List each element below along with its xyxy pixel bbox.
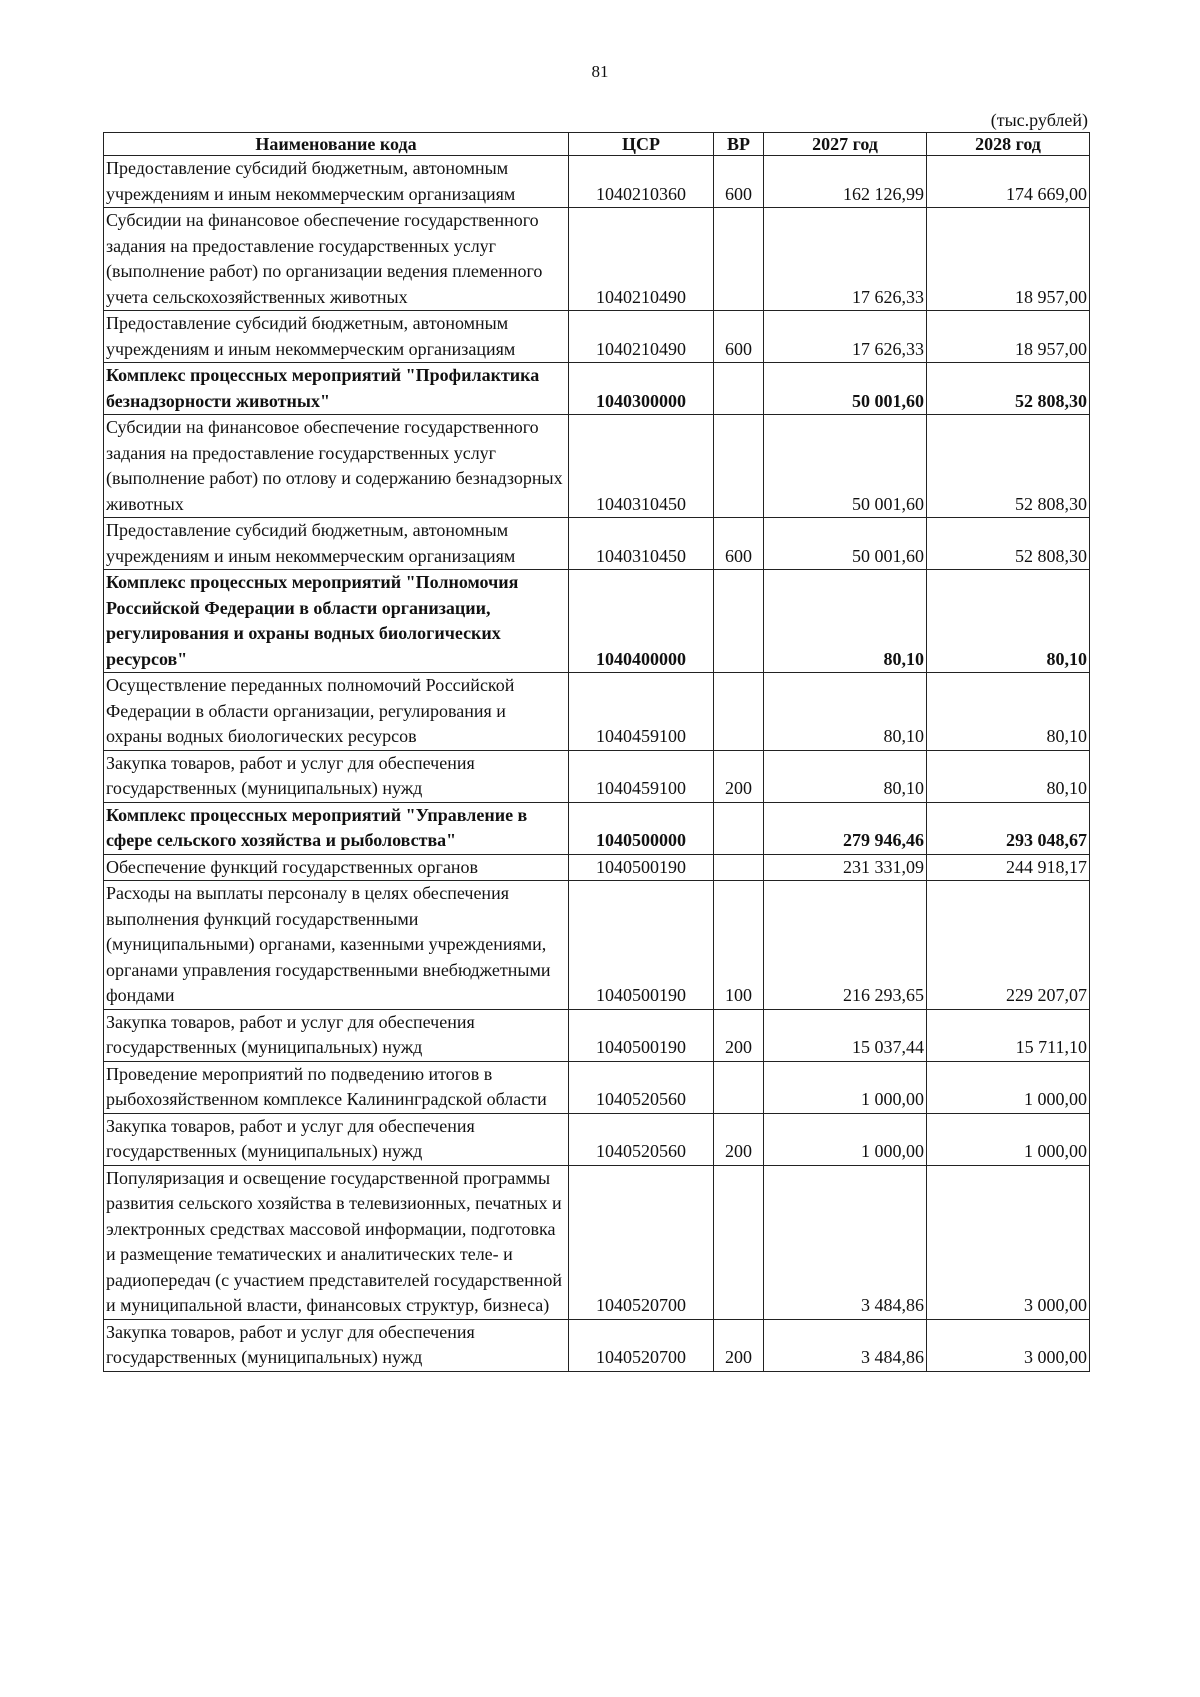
row-name-cell: Осуществление переданных полномочий Российской Федерации в области организации, регулирования и охраны водных биологических ресурсов — [104, 673, 569, 751]
table-row — [104, 415, 1090, 518]
row-csr-cell: 1040210360 — [569, 156, 714, 208]
table-row — [104, 1009, 1090, 1061]
row-csr-cell: 1040400000 — [569, 570, 714, 673]
table-row — [104, 518, 1090, 570]
table-row — [104, 156, 1090, 208]
table-row — [104, 1113, 1090, 1165]
row-2028-cell: 15 711,10 — [927, 1009, 1090, 1061]
row-vr-cell — [714, 1061, 764, 1113]
row-vr-cell — [714, 802, 764, 854]
row-vr-cell: 600 — [714, 311, 764, 363]
row-2028-cell: 174 669,00 — [927, 156, 1090, 208]
row-2028-cell: 1 000,00 — [927, 1061, 1090, 1113]
table-header-row — [104, 133, 1090, 156]
row-vr-cell: 600 — [714, 518, 764, 570]
units-label: (тыс.рублей) — [990, 110, 1088, 130]
row-vr-cell: 200 — [714, 1009, 764, 1061]
row-2028-cell: 229 207,07 — [927, 881, 1090, 1010]
row-csr-cell: 1040210490 — [569, 208, 714, 311]
table-row — [104, 673, 1090, 751]
row-2027-cell: 162 126,99 — [764, 156, 927, 208]
row-csr-cell: 1040500190 — [569, 854, 714, 881]
header-2027: 2027 год — [764, 133, 927, 156]
row-name-cell: Комплекс процессных мероприятий "Управление в сфере сельского хозяйства и рыболовства" — [104, 802, 569, 854]
header-csr: ЦСР — [569, 133, 714, 156]
row-2027-cell: 3 484,86 — [764, 1165, 927, 1319]
row-vr-cell: 100 — [714, 881, 764, 1010]
row-csr-cell: 1040500190 — [569, 1009, 714, 1061]
header-vr: ВР — [714, 133, 764, 156]
table-row — [104, 750, 1090, 802]
row-name-cell: Популяризация и освещение государственной программы развития сельского хозяйства в телевизионных, печатных и электронных средствах массовой информации, подготовка и размещение тематических и аналитических теле- и радиопередач (с участием представителей государственной и муниципальной власти, финансовых структур, бизнеса) — [104, 1165, 569, 1319]
row-2027-cell: 1 000,00 — [764, 1061, 927, 1113]
row-csr-cell: 1040310450 — [569, 518, 714, 570]
row-name-cell: Закупка товаров, работ и услуг для обеспечения государственных (муниципальных) нужд — [104, 1113, 569, 1165]
row-vr-cell: 200 — [714, 1113, 764, 1165]
row-vr-cell — [714, 415, 764, 518]
table-row — [104, 881, 1090, 1010]
row-csr-cell: 1040210490 — [569, 311, 714, 363]
table-row — [104, 1061, 1090, 1113]
table-row — [104, 311, 1090, 363]
row-2028-cell: 3 000,00 — [927, 1319, 1090, 1371]
row-2028-cell: 3 000,00 — [927, 1165, 1090, 1319]
row-vr-cell — [714, 208, 764, 311]
row-name-cell: Расходы на выплаты персоналу в целях обеспечения выполнения функций государственными (муниципальными) органами, казенными учреждениями, органами управления государственными внебюджетными фондами — [104, 881, 569, 1010]
row-2027-cell: 80,10 — [764, 673, 927, 751]
row-vr-cell — [714, 570, 764, 673]
row-2027-cell: 50 001,60 — [764, 518, 927, 570]
row-name-cell: Закупка товаров, работ и услуг для обеспечения государственных (муниципальных) нужд — [104, 1319, 569, 1371]
row-name-cell: Предоставление субсидий бюджетным, автономным учреждениям и иным некоммерческим организациям — [104, 518, 569, 570]
row-csr-cell: 1040520560 — [569, 1061, 714, 1113]
budget-table — [103, 132, 1090, 1372]
row-name-cell: Комплекс процессных мероприятий "Полномочия Российской Федерации в области организации, регулирования и охраны водных биологических ресурсов" — [104, 570, 569, 673]
row-2027-cell: 15 037,44 — [764, 1009, 927, 1061]
row-2027-cell: 50 001,60 — [764, 363, 927, 415]
row-name-cell: Комплекс процессных мероприятий "Профилактика безнадзорности животных" — [104, 363, 569, 415]
row-2028-cell: 18 957,00 — [927, 311, 1090, 363]
row-vr-cell — [714, 363, 764, 415]
row-2028-cell: 52 808,30 — [927, 518, 1090, 570]
row-csr-cell: 1040300000 — [569, 363, 714, 415]
row-2027-cell: 17 626,33 — [764, 311, 927, 363]
table-row — [104, 208, 1090, 311]
page-number: 81 — [591, 62, 609, 81]
table-row — [104, 802, 1090, 854]
row-2028-cell: 293 048,67 — [927, 802, 1090, 854]
row-vr-cell: 200 — [714, 1319, 764, 1371]
row-2027-cell: 3 484,86 — [764, 1319, 927, 1371]
row-csr-cell: 1040459100 — [569, 673, 714, 751]
row-name-cell: Закупка товаров, работ и услуг для обеспечения государственных (муниципальных) нужд — [104, 1009, 569, 1061]
row-2027-cell: 80,10 — [764, 570, 927, 673]
row-2027-cell: 17 626,33 — [764, 208, 927, 311]
table-row — [104, 363, 1090, 415]
row-2028-cell: 80,10 — [927, 570, 1090, 673]
row-vr-cell — [714, 854, 764, 881]
header-2028: 2028 год — [927, 133, 1090, 156]
row-2027-cell: 231 331,09 — [764, 854, 927, 881]
row-csr-cell: 1040500000 — [569, 802, 714, 854]
row-2028-cell: 52 808,30 — [927, 363, 1090, 415]
table-row — [104, 570, 1090, 673]
row-2028-cell: 80,10 — [927, 673, 1090, 751]
row-name-cell: Проведение мероприятий по подведению итогов в рыбохозяйственном комплексе Калининградской области — [104, 1061, 569, 1113]
row-vr-cell: 200 — [714, 750, 764, 802]
row-2028-cell: 1 000,00 — [927, 1113, 1090, 1165]
row-name-cell: Предоставление субсидий бюджетным, автономным учреждениям и иным некоммерческим организациям — [104, 156, 569, 208]
row-csr-cell: 1040520560 — [569, 1113, 714, 1165]
row-csr-cell: 1040459100 — [569, 750, 714, 802]
table-row — [104, 1319, 1090, 1371]
row-2027-cell: 50 001,60 — [764, 415, 927, 518]
table-body — [104, 156, 1090, 1372]
row-vr-cell: 600 — [714, 156, 764, 208]
row-csr-cell: 1040500190 — [569, 881, 714, 1010]
row-2028-cell: 244 918,17 — [927, 854, 1090, 881]
row-vr-cell — [714, 1165, 764, 1319]
row-name-cell: Субсидии на финансовое обеспечение государственного задания на предоставление государственных услуг (выполнение работ) по отлову и содержанию безнадзорных животных — [104, 415, 569, 518]
row-2027-cell: 279 946,46 — [764, 802, 927, 854]
row-2027-cell: 216 293,65 — [764, 881, 927, 1010]
row-name-cell: Обеспечение функций государственных органов — [104, 854, 569, 881]
row-2028-cell: 52 808,30 — [927, 415, 1090, 518]
header-name: Наименование кода — [104, 133, 569, 156]
row-name-cell: Предоставление субсидий бюджетным, автономным учреждениям и иным некоммерческим организациям — [104, 311, 569, 363]
row-2027-cell: 80,10 — [764, 750, 927, 802]
row-2028-cell: 18 957,00 — [927, 208, 1090, 311]
row-csr-cell: 1040310450 — [569, 415, 714, 518]
row-csr-cell: 1040520700 — [569, 1165, 714, 1319]
row-csr-cell: 1040520700 — [569, 1319, 714, 1371]
row-2028-cell: 80,10 — [927, 750, 1090, 802]
table-row — [104, 854, 1090, 881]
row-2027-cell: 1 000,00 — [764, 1113, 927, 1165]
row-name-cell: Закупка товаров, работ и услуг для обеспечения государственных (муниципальных) нужд — [104, 750, 569, 802]
row-vr-cell — [714, 673, 764, 751]
table-row — [104, 1165, 1090, 1319]
row-name-cell: Субсидии на финансовое обеспечение государственного задания на предоставление государственных услуг (выполнение работ) по организации ведения племенного учета сельскохозяйственных животных — [104, 208, 569, 311]
